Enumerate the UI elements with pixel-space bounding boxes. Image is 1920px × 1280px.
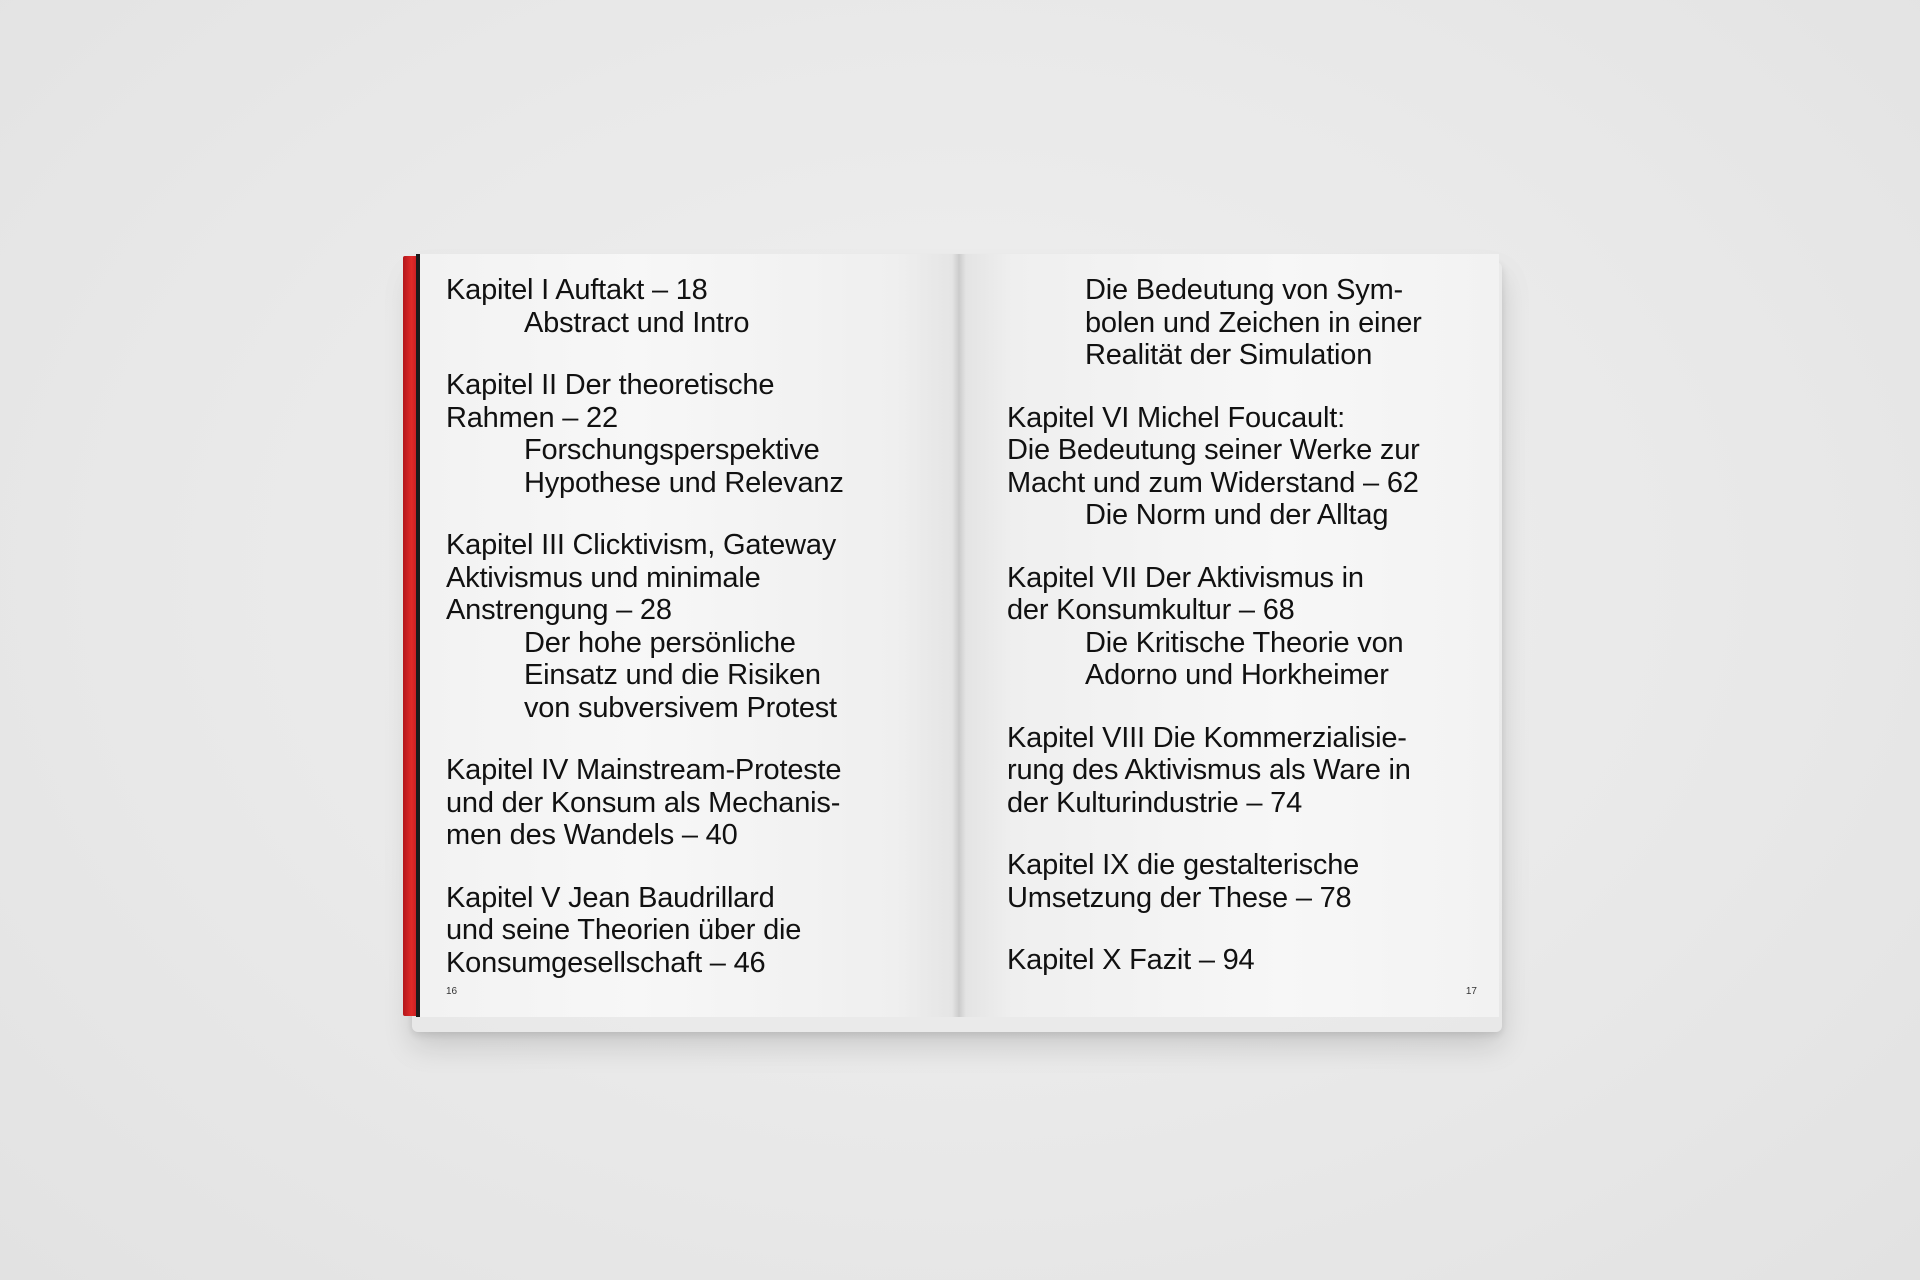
chapter-title-line: Kapitel X Fazit – 94 — [1007, 944, 1255, 976]
toc-entry — [1007, 274, 1487, 372]
subchapter-line: Abstract und Intro — [524, 306, 750, 339]
table-of-contents-left — [446, 274, 946, 1009]
subchapter-line: Hypothese und Relevanz — [524, 466, 844, 499]
subchapter-line: Die Bedeutung von Sym- — [1085, 274, 1403, 306]
chapter-title-line: men des Wandels – 40 — [446, 819, 738, 851]
toc-entry — [1007, 849, 1487, 914]
subchapter-line: Die Norm und der Alltag — [1085, 499, 1389, 531]
chapter-title-line: Umsetzung der These – 78 — [1007, 881, 1352, 914]
chapter-title-line: Kapitel III Clicktivism, Gateway — [446, 529, 837, 561]
chapter-title-line: Kapitel IX die gestalterische — [1007, 849, 1360, 881]
subchapter-line: Einsatz und die Risiken — [524, 659, 821, 691]
chapter-title-line: Kapitel V Jean Baudrillard — [446, 881, 775, 914]
chapter-title-line: Kapitel VIII Die Kommerzialisie- — [1007, 721, 1407, 754]
book-gutter — [952, 254, 966, 1017]
toc-entry — [446, 882, 946, 980]
toc-entry — [446, 274, 946, 339]
red-cover-edge — [403, 256, 417, 1016]
toc-entry — [1007, 722, 1487, 820]
subchapter-line: Adorno und Horkheimer — [1085, 659, 1389, 691]
subchapter-line: bolen und Zeichen in einer — [1085, 306, 1422, 339]
toc-entry — [446, 529, 946, 724]
toc-entry — [446, 754, 946, 852]
toc-entry — [1007, 402, 1487, 532]
chapter-title-line: Kapitel I Auftakt – 18 — [446, 274, 708, 306]
chapter-title-line: und der Konsum als Mechanis- — [446, 786, 841, 819]
chapter-title-line: Rahmen – 22 — [446, 401, 618, 434]
chapter-title-line: und seine Theorien über die — [446, 914, 802, 946]
chapter-title-line: Kapitel II Der theoretische — [446, 369, 775, 401]
chapter-title-line: der Konsumkultur – 68 — [1007, 594, 1295, 626]
page-number-right: 17 — [1465, 986, 1477, 997]
chapter-title-line: Anstrengung – 28 — [446, 594, 672, 626]
chapter-title-line: Die Bedeutung seiner Werke zur — [1007, 434, 1420, 466]
chapter-title-line: Kapitel VII Der Aktivismus in — [1007, 561, 1364, 594]
chapter-title-line: der Kulturindustrie – 74 — [1007, 786, 1303, 819]
subchapter-line: Realität der Simulation — [1085, 339, 1373, 371]
left-page — [416, 254, 962, 1017]
chapter-title-line: Konsumgesellschaft – 46 — [446, 946, 766, 979]
subchapter-line: von subversivem Protest — [524, 691, 837, 724]
chapter-title-line: Aktivismus und minimale — [446, 561, 761, 594]
subchapter-line: Der hohe persönliche — [524, 626, 796, 659]
toc-entry — [1007, 562, 1487, 692]
chapter-title-line: rung des Aktivismus als Ware in — [1007, 754, 1411, 786]
subchapter-line: Forschungsperspektive — [524, 434, 820, 466]
toc-entry — [446, 369, 946, 499]
chapter-title-line: Kapitel VI Michel Foucault: — [1007, 401, 1345, 434]
toc-entry — [1007, 944, 1487, 977]
right-page — [958, 254, 1499, 1017]
chapter-title-line: Kapitel IV Mainstream-Proteste — [446, 754, 842, 786]
page-number-left: 16 — [446, 986, 458, 997]
chapter-title-line: Macht und zum Widerstand – 62 — [1007, 466, 1419, 499]
subchapter-line: Die Kritische Theorie von — [1085, 626, 1404, 659]
table-of-contents-right — [1007, 274, 1487, 1007]
